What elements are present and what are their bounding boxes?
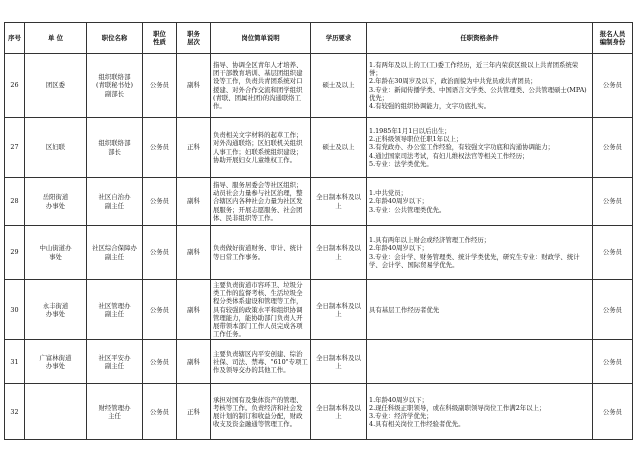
description-cell: 指导、协调全区青年人才培养、团干部教育培训、基层团组织建设等工作，负责共青团系统对口援建、对外合作交流和团学组织(青联、团属社团)的沟通联络工作。 <box>211 54 311 118</box>
education-cell: 硕士及以上 <box>311 54 367 118</box>
position-cell: 社区平安办 副主任 <box>87 340 143 384</box>
requirement-line: 1.1985年1月1日以后出生； <box>369 126 451 135</box>
requirement-line: 具有基层工作经历者优先 <box>369 305 440 314</box>
unit-cell: 团区委 <box>25 54 87 118</box>
education-cell: 全日制本科及以上 <box>311 280 367 340</box>
requirements-cell <box>367 118 593 178</box>
requirement-line: 5.专业：法学类优先。 <box>369 159 433 168</box>
level-cell: 副科 <box>177 178 211 226</box>
recruitment-table <box>4 22 633 440</box>
status-cell: 公务员 <box>593 384 633 440</box>
education-cell: 全日制本科及以上 <box>311 178 367 226</box>
unit-cell: 中山街道办 事处 <box>25 226 87 280</box>
row-number: 26 <box>5 54 25 118</box>
position-cell: 社区管理办 副主任 <box>87 280 143 340</box>
requirement-line: 3.专业：公共管理类优先。 <box>369 205 446 214</box>
status-cell: 公务员 <box>593 226 633 280</box>
requirement-line: 3.专业：会计学、财务管理类、统计学类优先，研究生专业：财政学、统计学、会计学、国际贸易学优先。 <box>369 252 580 269</box>
requirement-line: 2.现任科级正职领导，或在科级副职领导岗位工作满2年以上； <box>369 403 546 412</box>
position-cell: 社区综合保障办 副主任 <box>87 226 143 280</box>
col-no-header: 序号 <box>5 23 25 54</box>
description-cell: 主要负责街道市容环卫、垃圾分类工作的监督考核、生活垃圾全程分类体系建设和管理等工作，具有较强的政策水平和组织协调管理能力，能协助部门负责人开展带领本部门工作人员完成各项工作任务。 <box>211 280 311 340</box>
requirements-cell <box>367 54 593 118</box>
table-row <box>5 340 633 384</box>
col-status-header: 报名人员 编制身份 <box>593 23 633 54</box>
requirements-cell <box>367 226 593 280</box>
nature-cell: 公务员 <box>143 340 177 384</box>
table-body <box>5 54 633 440</box>
nature-cell: 公务员 <box>143 384 177 440</box>
status-cell: 公务员 <box>593 178 633 226</box>
status-cell: 公务员 <box>593 54 633 118</box>
table-row <box>5 226 633 280</box>
row-number: 32 <box>5 384 25 440</box>
requirement-line: 1.具有两年以上财会或经济管理工作经历； <box>369 236 491 245</box>
requirement-line: 1.中共党员； <box>369 189 408 198</box>
unit-cell: 岳阳街道 办事处 <box>25 178 87 226</box>
table-row <box>5 118 633 178</box>
position-cell: 财经管理办 主任 <box>87 384 143 440</box>
row-number: 31 <box>5 340 25 384</box>
col-req-header: 任职资格条件 <box>367 23 593 54</box>
col-unit-header: 单 位 <box>25 23 87 54</box>
requirement-line: 2.年龄在30周岁及以下，政治面貌为中共党员或共青团员； <box>369 77 537 86</box>
requirement-line: 4.具有相关岗位工作经验者优先。 <box>369 420 465 429</box>
row-number: 29 <box>5 226 25 280</box>
col-nature-header: 职位 性质 <box>143 23 177 54</box>
table-row <box>5 280 633 340</box>
header-row <box>5 23 633 54</box>
description-cell: 负责做好街道财务、审计、统计等日常工作事务。 <box>211 226 311 280</box>
requirement-line: 3.有党政办、办公室工作经验，有较强文字功底和沟通协调能力； <box>369 143 555 152</box>
requirement-line: 2.年龄40周岁以下； <box>369 244 428 253</box>
nature-cell: 公务员 <box>143 54 177 118</box>
requirement-line: 4.有较强的组织协调能力，文字功底扎实。 <box>369 101 491 110</box>
nature-cell: 公务员 <box>143 226 177 280</box>
level-cell: 副科 <box>177 340 211 384</box>
table-row <box>5 54 633 118</box>
requirements-cell <box>367 384 593 440</box>
col-edu-header: 学历要求 <box>311 23 367 54</box>
education-cell: 全日制本科及以上 <box>311 384 367 440</box>
description-cell: 负责相关文字材料的起草工作；对外沟通联络；区妇联机关组织人事工作；妇联系统组织建设；协助开展妇女儿童维权工作。 <box>211 118 311 178</box>
requirement-line: 4.通过国家司法考试，有妇儿维权法官等相关工作经历； <box>369 151 529 160</box>
education-cell: 硕士及以上 <box>311 118 367 178</box>
education-cell: 全日制本科及以上 <box>311 226 367 280</box>
position-cell: 社区自治办 副主任 <box>87 178 143 226</box>
row-number: 30 <box>5 280 25 340</box>
requirements-cell <box>367 280 593 340</box>
level-cell: 副科 <box>177 280 211 340</box>
description-cell: 承担对国有及集体资产的管理、考核等工作。负责经济和社会发展计划的制订和收益分配，财政收支及资金融通等管理工作。 <box>211 384 311 440</box>
position-cell: 组织联络部 部长 <box>87 118 143 178</box>
row-number: 27 <box>5 118 25 178</box>
unit-cell: 永丰街道 办事处 <box>25 280 87 340</box>
level-cell: 副科 <box>177 54 211 118</box>
level-cell: 正科 <box>177 118 211 178</box>
unit-cell: 区妇联 <box>25 118 87 178</box>
nature-cell: 公务员 <box>143 280 177 340</box>
col-level-header: 职务 层次 <box>177 23 211 54</box>
education-cell: 全日制本科及以上 <box>311 340 367 384</box>
requirement-line: 3.专业：经济学优先； <box>369 411 433 420</box>
table-row <box>5 384 633 440</box>
requirement-line: 1.有两年及以上的工(工)委工作经历，近三年内荣获区级以上共青团系统荣誉； <box>369 60 579 78</box>
requirement-line: 2.正科级领导职位任职1年以上； <box>369 135 463 144</box>
requirement-line: 3.专业：新闻传播学类、中国语言文学类、公共管理类、公共管理硕士(MPA)优先； <box>369 85 587 102</box>
table-row <box>5 178 633 226</box>
requirements-cell <box>367 340 593 384</box>
unit-cell <box>25 384 87 440</box>
row-number: 28 <box>5 178 25 226</box>
nature-cell: 公务员 <box>143 118 177 178</box>
level-cell: 正科 <box>177 384 211 440</box>
description-cell: 主要负责辖区内平安创建、综治社保、司法、禁毒、"610"专项工作及领导交办的其他工作。 <box>211 340 311 384</box>
status-cell: 公务员 <box>593 280 633 340</box>
col-desc-header: 岗位简单说明 <box>211 23 311 54</box>
col-position-header: 职位名称 <box>87 23 143 54</box>
position-cell: 组织联络部 (青联秘书处) 副部长 <box>87 54 143 118</box>
requirement-line: 2.年龄40周岁以下； <box>369 197 428 206</box>
nature-cell: 公务员 <box>143 178 177 226</box>
requirements-cell <box>367 178 593 226</box>
status-cell: 公务员 <box>593 118 633 178</box>
status-cell: 公务员 <box>593 340 633 384</box>
description-cell: 指导、服务居委会等社区组织；动员社会力量参与社区治理，整合辖区内各种社会力量为社区发展服务；开展志愿服务、社会团体、民非组织等工作。 <box>211 178 311 226</box>
unit-cell: 广富林街道 办事处 <box>25 340 87 384</box>
level-cell: 副科 <box>177 226 211 280</box>
requirement-line: 1.年龄40周岁以下； <box>369 395 428 404</box>
